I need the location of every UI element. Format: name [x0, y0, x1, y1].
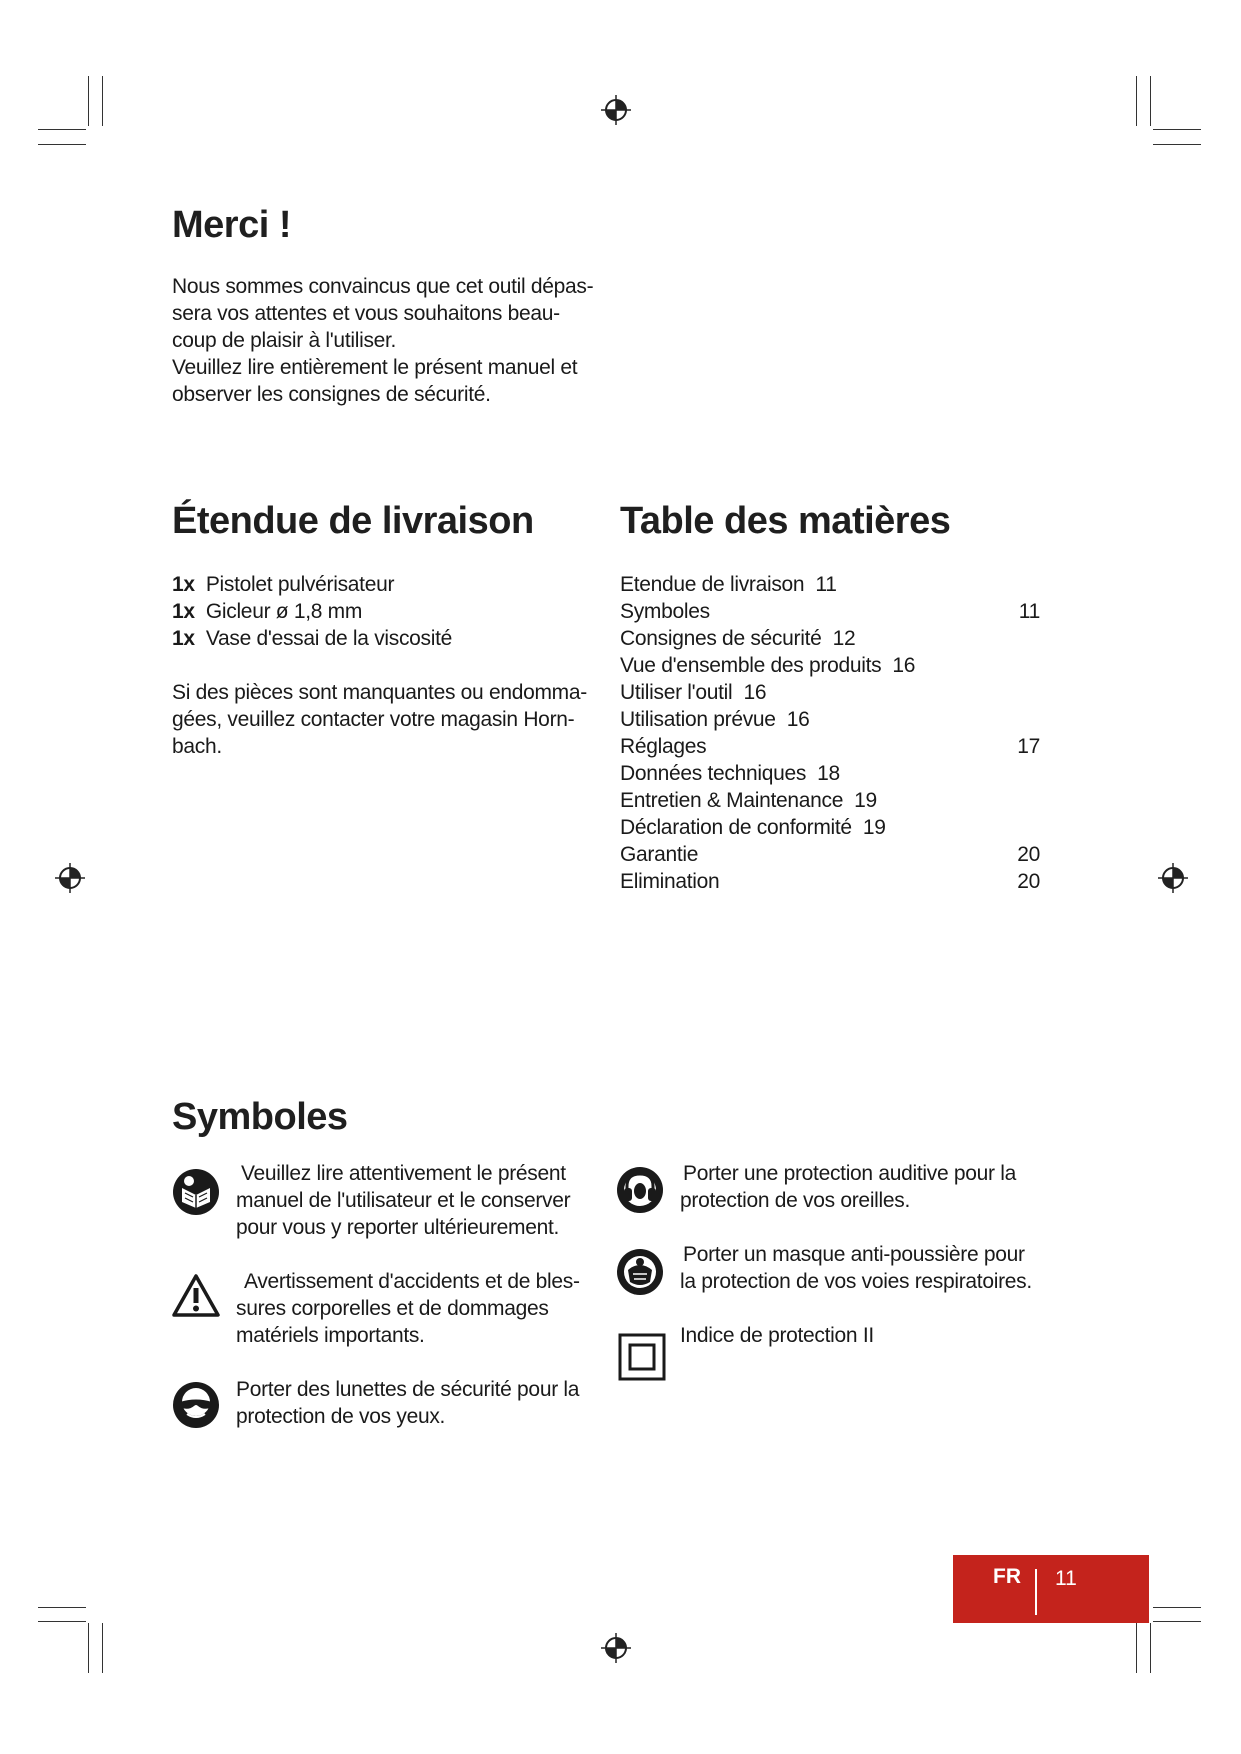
toc-page: 20: [1017, 843, 1040, 866]
toc-entry[interactable]: [620, 814, 1040, 841]
symbol-description: [236, 1268, 598, 1349]
symbol-description: [236, 1160, 598, 1241]
text-line: bach.: [172, 735, 222, 758]
toc-label: Etendue de livraison: [620, 573, 805, 596]
language-code: FR: [993, 1565, 1021, 1588]
text-line: Porter des lunettes de sécurité pour la: [236, 1378, 580, 1401]
delivery-title: Étendue de livraison: [172, 500, 534, 542]
toc-page: 16: [786, 708, 810, 731]
toc-label: Garantie: [620, 843, 699, 866]
delivery-note: [172, 679, 598, 760]
protection-class-ii-icon: [618, 1333, 666, 1381]
toc-entry[interactable]: [620, 652, 1040, 679]
list-item: [172, 571, 598, 598]
text-line: Veuillez lire entièrement le présent manuel et: [172, 356, 578, 379]
toc-entry[interactable]: [620, 571, 1040, 598]
text-line: Veuillez lire attentivement le présent: [241, 1162, 566, 1185]
item-label: Pistolet pulvérisateur: [205, 573, 395, 596]
text-line: Indice de protection II: [680, 1324, 874, 1347]
toc-entry[interactable]: [620, 733, 1040, 760]
list-item: [172, 625, 598, 652]
quantity: 1x: [172, 600, 195, 623]
text-line: la protection de vos voies respiratoires.: [680, 1270, 1032, 1293]
registration-mark-icon: [601, 95, 631, 125]
text-line: Nous sommes convaincus que cet outil dépas-: [172, 275, 594, 298]
text-line: sera vos attentes et vous souhaitons beau-: [172, 302, 560, 325]
toc-page: 11: [1018, 600, 1040, 623]
text-line: Porter un masque anti-poussière pour: [683, 1243, 1025, 1266]
text-line: protection de vos yeux.: [236, 1405, 446, 1428]
symbol-description: [680, 1322, 1040, 1349]
toc-label: Symboles: [620, 600, 710, 623]
page-tab-divider: [1035, 1569, 1037, 1615]
toc-entry[interactable]: [620, 787, 1040, 814]
safety-glasses-icon: [172, 1381, 220, 1429]
item-label: Vase d'essai de la viscosité: [205, 627, 453, 650]
list-item: [172, 598, 598, 625]
text-line: coup de plaisir à l'utiliser.: [172, 329, 397, 352]
text-line: Porter une protection auditive pour la: [683, 1162, 1016, 1185]
merci-text: [172, 273, 598, 408]
quantity: 1x: [172, 627, 195, 650]
registration-mark-icon: [601, 1633, 631, 1663]
toc-page: 20: [1017, 870, 1040, 893]
quantity: 1x: [172, 573, 195, 596]
toc-page: 18: [817, 762, 840, 785]
page-tab: [953, 1555, 1149, 1623]
text-line: manuel de l'utilisateur et le conserver: [236, 1189, 571, 1212]
toc-label: Déclaration de conformité: [620, 816, 852, 839]
text-line: observer les consignes de sécurité.: [172, 383, 491, 406]
toc-entry[interactable]: [620, 598, 1040, 625]
registration-mark-icon: [55, 863, 85, 893]
text-line: pour vous y reporter ultérieurement.: [236, 1216, 560, 1239]
read-manual-icon: [172, 1168, 220, 1216]
toc-page: 19: [862, 816, 886, 839]
toc-label: Elimination: [620, 870, 720, 893]
text-line: sures corporelles et de dommages: [236, 1297, 549, 1320]
text-line: gées, veuillez contacter votre magasin Horn-: [172, 708, 575, 731]
symbols-title: Symboles: [172, 1096, 348, 1138]
toc-entry[interactable]: [620, 841, 1040, 868]
toc-label: Consignes de sécurité: [620, 627, 822, 650]
symbol-description: [680, 1241, 1040, 1295]
symbol-description: [680, 1160, 1040, 1214]
text-line: matériels importants.: [236, 1324, 425, 1347]
toc-label: Entretien & Maintenance: [620, 789, 844, 812]
item-label: Gicleur ø 1,8 mm: [205, 600, 363, 623]
text-line: Avertissement d'accidents et de bles-: [244, 1270, 580, 1293]
toc-label: Données techniques: [620, 762, 807, 785]
toc-entry[interactable]: [620, 679, 1040, 706]
toc-entry[interactable]: [620, 868, 1040, 895]
toc-page: 17: [1017, 735, 1040, 758]
toc-entry[interactable]: [620, 625, 1040, 652]
warning-icon: [172, 1272, 220, 1320]
toc-title: Table des matières: [620, 500, 951, 542]
toc-page: 16: [892, 654, 916, 677]
ear-protection-icon: [616, 1166, 664, 1214]
text-line: Si des pièces sont manquantes ou endomma-: [172, 681, 587, 704]
page-number: 11: [1055, 1567, 1077, 1590]
toc-entry[interactable]: [620, 760, 1040, 787]
symbol-description: [236, 1376, 598, 1430]
registration-mark-icon: [1158, 863, 1188, 893]
toc-page: 12: [832, 627, 856, 650]
merci-title: Merci !: [172, 204, 291, 246]
toc-page: 19: [854, 789, 877, 812]
toc-label: Réglages: [620, 735, 707, 758]
toc-label: Utilisation prévue: [620, 708, 776, 731]
delivery-list: [172, 571, 598, 652]
toc-page: 11: [815, 573, 837, 596]
toc-entry[interactable]: [620, 706, 1040, 733]
toc-page: 16: [743, 681, 767, 704]
dust-mask-icon: [616, 1248, 664, 1296]
text-line: protection de vos oreilles.: [680, 1189, 911, 1212]
toc-label: Utiliser l'outil: [620, 681, 733, 704]
toc-label: Vue d'ensemble des produits: [620, 654, 882, 677]
